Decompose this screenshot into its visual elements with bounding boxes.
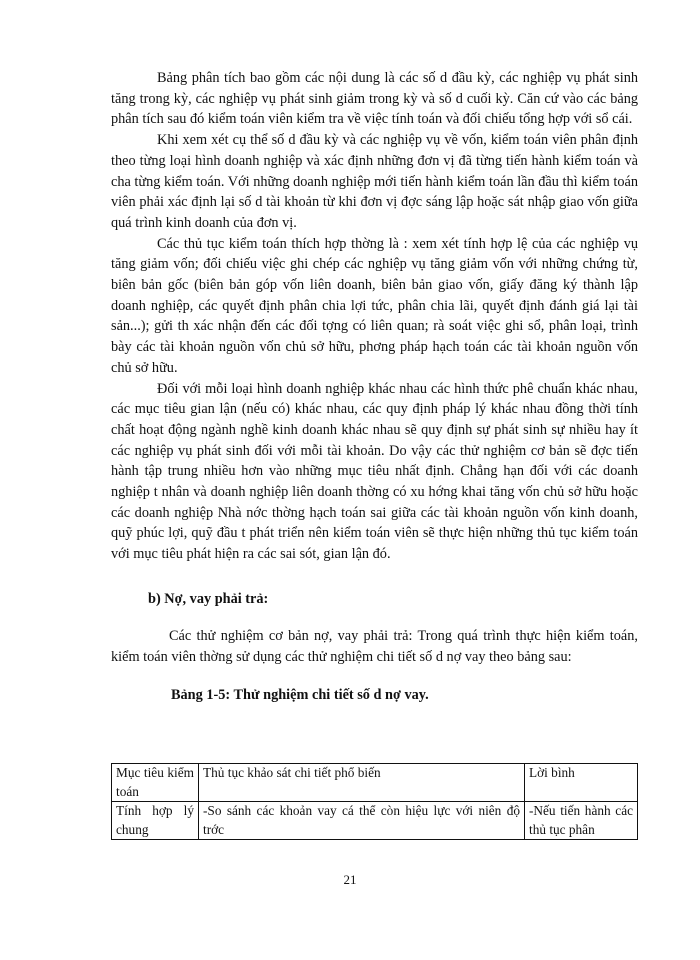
section-heading: b) Nợ, vay phải trả: <box>148 590 269 607</box>
table-cell: -Nếu tiến hành các thủ tục phân <box>525 802 638 840</box>
header-cell-comment: Lời bình <box>525 764 638 802</box>
paragraph-1: Bảng phân tích bao gồm các nội dung là các số d đầu kỳ, các nghiệp vụ phát sinh tăng trong kỳ, các nghiệp vụ phát sinh giảm trong kỳ và số d cuối kỳ. Căn cứ vào các bảng phân tích sau đó kiểm toán viên kiểm tra về việc tính toán và đối chiếu tổng hợp với sổ cái. <box>111 70 638 128</box>
section-paragraph: Các thử nghiệm cơ bản nợ, vay phải trả: Trong quá trình thực hiện kiểm toán, kiểm toán viên thờng sử dụng các thử nghiệm chi tiết số d nợ vay theo bảng sau: <box>111 627 638 665</box>
paragraph-4: Đối với mỗi loại hình doanh nghiệp khác nhau các hình thức phê chuẩn khác nhau, các mục tiêu gian lận (nếu có) khác nhau, các quy định pháp lý khác nhau đồng thời tính chất hoạt động ngành nghề kinh doanh khác nhau sẽ quy định sự phát sinh sự nhiều hay ít các nghiệp vụ phát sinh đối với mỗi tài khoản. Do vậy các thử nghiệm cơ bản sẽ đợc tiến hành tập trung nhiều hơn vào những mục tiêu nhất định. Chẳng hạn đối với các doanh nghiệp t nhân và doanh nghiệp liên doanh thờng có xu hớng khai tăng vốn chủ sở hữu hoặc các doanh nghiệp Nhà nớc thờng hạch toán sai giữa các tài khoản nguồn vốn kinh doanh, quỹ phúc lợi, quỹ đầu t phát triển nên kiểm toán viên sẽ thực hiện những thủ tục kiểm toán với mục tiêu phát hiện ra các sai sót, gian lận đó. <box>111 380 638 563</box>
table-header-row <box>112 764 638 802</box>
table-cell: -So sánh các khoản vay cá thể còn hiệu lực với niên độ trớc <box>199 802 525 840</box>
page-number: 21 <box>343 872 357 887</box>
paragraph-3: Các thủ tục kiểm toán thích hợp thờng là : xem xét tính hợp lệ của các nghiệp vụ tăng giảm vốn; đối chiếu việc ghi chép các nghiệp vụ tăng giảm vốn với những chứng từ, biên bản gốc (biên bản góp vốn liên doanh, biên bản giao vốn, giấy đăng ký thành lập doanh nghiệp, các quyết định phân chia lợi tức, phân chia lãi, quyết định đánh giá lại tài sản...); gửi th xác nhận đến các đối tợng có liên quan; rà soát việc ghi sổ, phân loại, trình bày các tài khoản nguồn vốn chủ sở hữu, phơng pháp hạch toán các tài khoản nguồn vốn chủ sở hữu. <box>111 235 638 376</box>
body-text <box>111 68 638 704</box>
table-caption: Bảng 1-5: Thử nghiệm chi tiết số d nợ vay. <box>171 687 429 704</box>
table-row <box>112 802 638 840</box>
header-cell-objective: Mục tiêu kiểm toán <box>112 764 199 802</box>
header-cell-procedure: Thủ tục khảo sát chi tiết phổ biến <box>199 764 525 802</box>
audit-test-table <box>111 763 638 840</box>
table-cell: Tính hợp lý chung <box>112 802 199 840</box>
paragraph-2: Khi xem xét cụ thể số d đầu kỳ và các nghiệp vụ về vốn, kiểm toán viên phân định theo từng loại hình doanh nghiệp và xác định những đơn vị đã từng tiến hành kiểm toán và cha từng kiểm toán. Với những doanh nghiệp mới tiến hành kiểm toán lần đầu thì kiểm toán viên phải xác định lại số d tài khoản từ khi đơn vị đợc sáng lập hoặc sát nhập giao vốn giữa quá trình kinh doanh của đơn vị. <box>111 132 638 231</box>
